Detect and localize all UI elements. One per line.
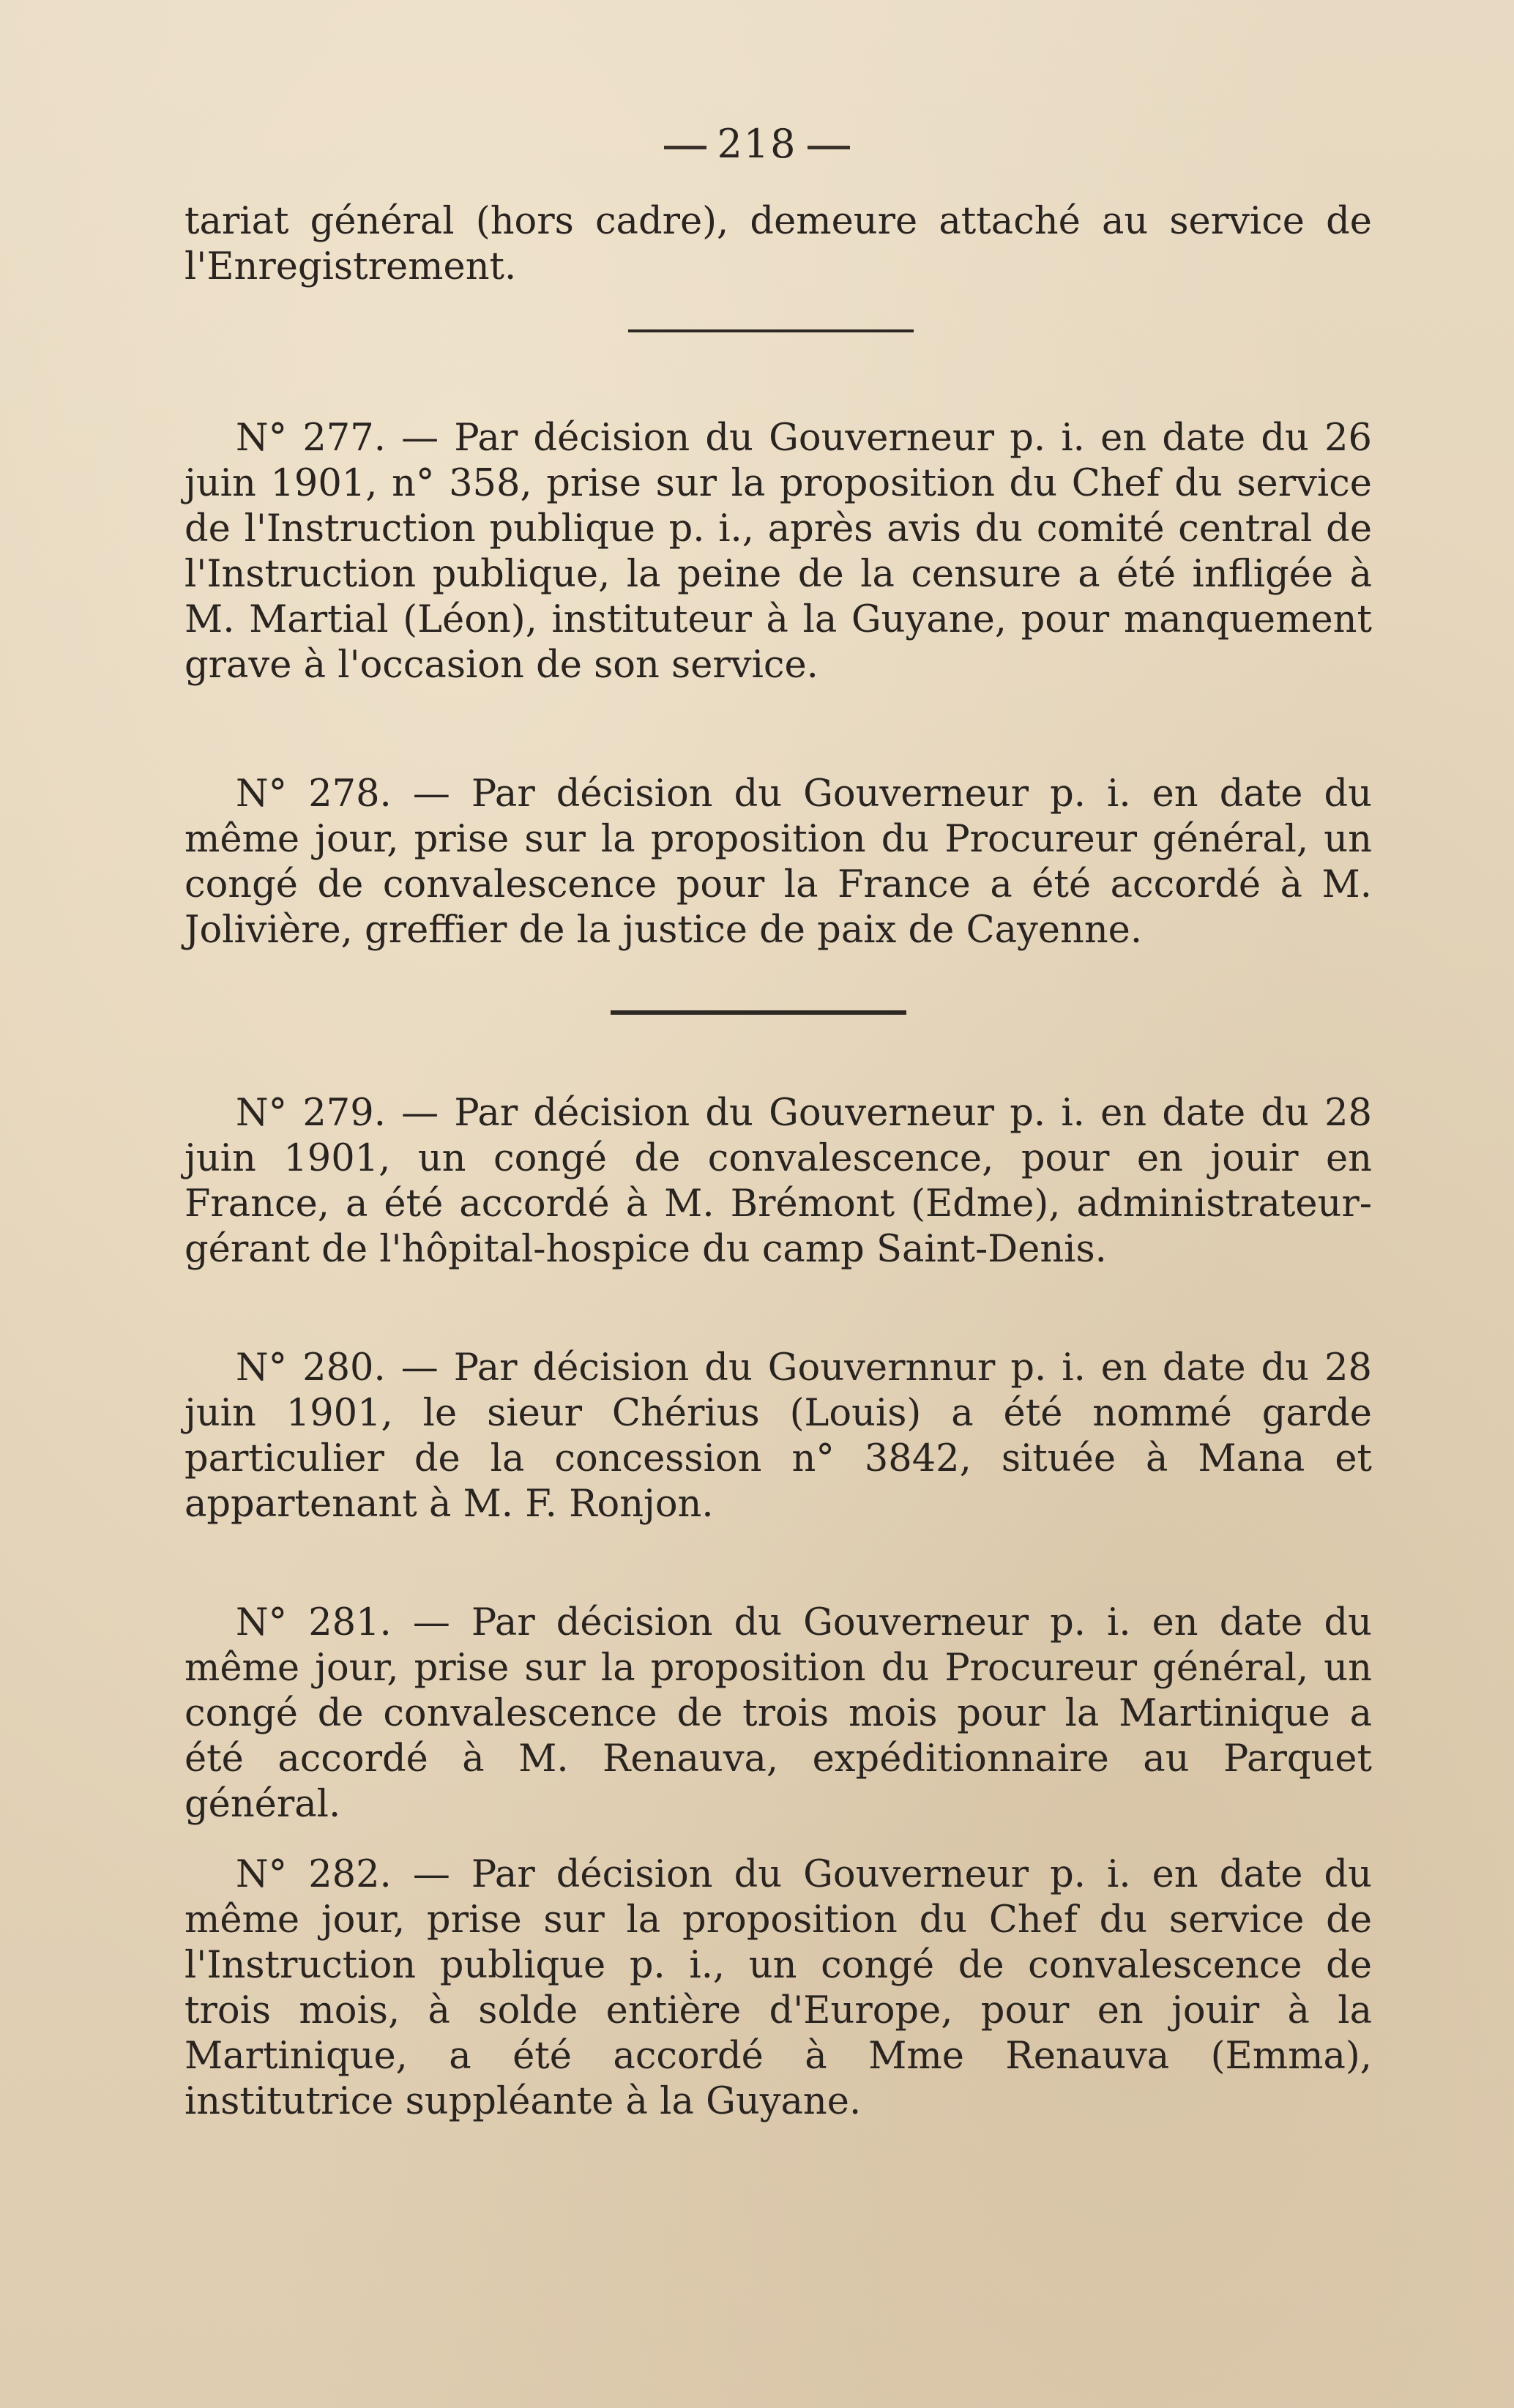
entry-paragraph	[184, 1852, 1372, 2125]
entry-number: N° 282.	[236, 1853, 392, 1896]
entry-text: — Par décision du Gouverneur p. i. en date du 26 juin 1901, n° 358, prise sur la proposition du Chef du service de l'Instruction publique p. i., après avis du comité central de l'Instruction publique, la peine de la censure a été infligée à M. Martial (Léon), instituteur à la Guyane, pour manquement grave à l'occasion de son service.	[184, 417, 1372, 687]
entry-278	[184, 772, 1372, 953]
entry-280	[184, 1346, 1372, 1527]
entry-paragraph	[184, 1346, 1372, 1527]
entry-paragraph	[184, 1600, 1372, 1827]
entry-text: — Par décision du Gouvernnur p. i. en date du 28 juin 1901, le sieur Chérius (Louis) a été nommé garde particulier de la concession n° 3842, située à Mana et appartenant à M. F. Ronjon.	[184, 1346, 1372, 1526]
entry-279	[184, 1091, 1372, 1272]
entry-number: N° 280.	[236, 1346, 386, 1390]
entry-text: — Par décision du Gouverneur p. i. en date du même jour, prise sur la proposition du Procureur général, un congé de convalescence pour la France a été accordé à M. Jolivière, greffier de la justice de paix de Cayenne.	[184, 772, 1372, 952]
entry-text: — Par décision du Gouverneur p. i. en date du 28 juin 1901, un congé de convalescence, pour en jouir en France, a été accordé à M. Brémont (Edme), administrateur-gérant de l'hôpital-hospice du camp Saint-Denis.	[184, 1092, 1372, 1271]
entry-text: — Par décision du Gouverneur p. i. en date du même jour, prise sur la proposition du Procureur général, un congé de convalescence de trois mois pour la Martinique a été accordé à M. Renauva, expéditionnaire au Parquet général.	[184, 1601, 1372, 1826]
entry-number: N° 281.	[236, 1601, 392, 1644]
section-separator	[628, 329, 914, 332]
page-number-value: 218	[717, 121, 797, 167]
entry-number: N° 277.	[236, 417, 386, 460]
page-number	[0, 121, 1514, 167]
entry-paragraph	[184, 1091, 1372, 1272]
entry-281	[184, 1600, 1372, 1827]
section-separator	[611, 1010, 906, 1015]
page-number-dash-left	[664, 146, 706, 149]
entry-282	[184, 1852, 1372, 2125]
entry-number: N° 278.	[236, 772, 392, 816]
continuation-text: tariat général (hors cadre), demeure attaché au service de l'Enregistrement.	[184, 200, 1372, 288]
page-number-dash-right	[808, 146, 850, 149]
entry-number: N° 279.	[236, 1092, 386, 1135]
entry-277	[184, 416, 1372, 688]
entry-text: — Par décision du Gouverneur p. i. en date du même jour, prise sur la proposition du Chef du service de l'Instruction publique p. i., un congé de convalescence de trois mois, à solde entière d'Europe, pour en jouir à la Martinique, a été accordé à Mme Renauva (Emma), institutrice suppléante à la Guyane.	[184, 1853, 1372, 2123]
continuation-paragraph	[184, 199, 1372, 290]
entry-paragraph	[184, 772, 1372, 953]
entry-paragraph	[184, 416, 1372, 688]
